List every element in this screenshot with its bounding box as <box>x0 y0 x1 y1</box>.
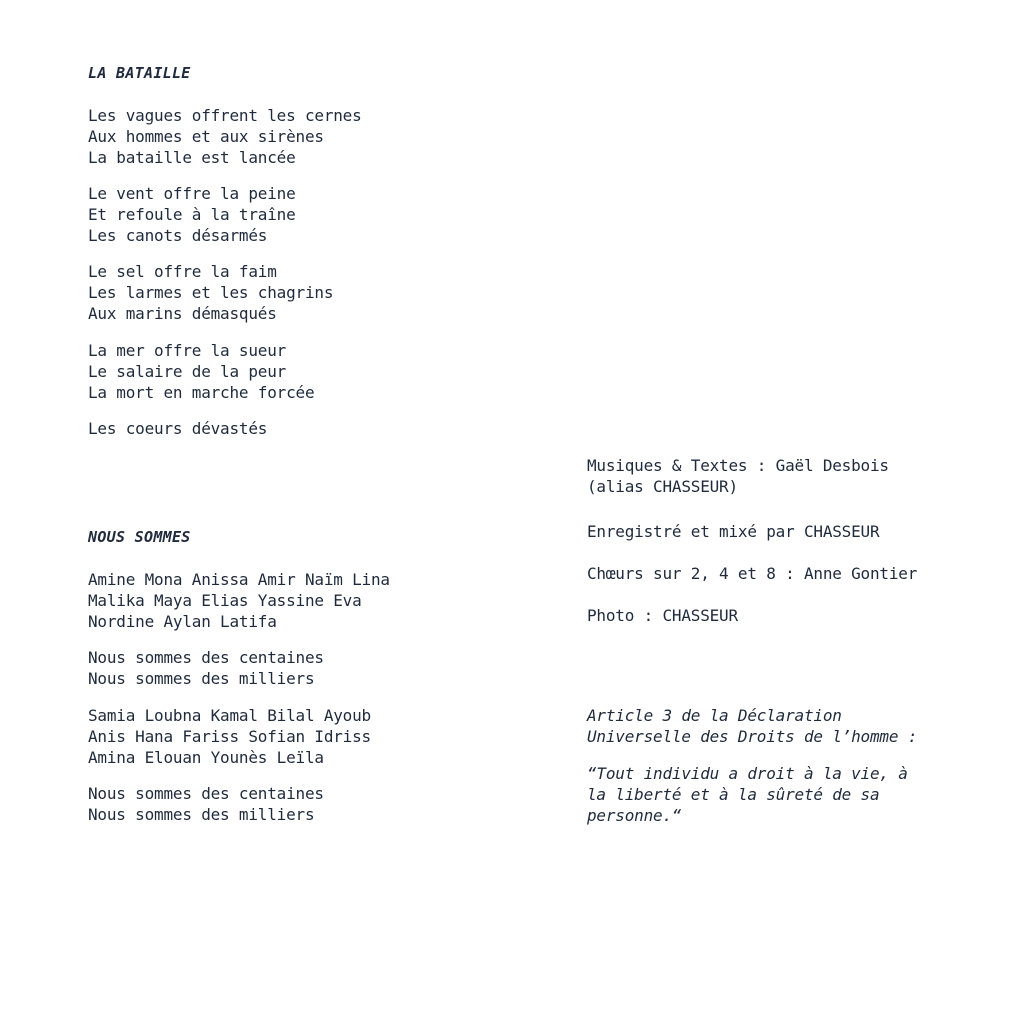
credit-music-lyrics: Musiques & Textes : Gaël Desbois (alias CHASSEUR) <box>587 456 889 496</box>
stanza: Les vagues offrent les cernes Aux hommes et aux sirènes La bataille est lancée <box>88 106 362 167</box>
stanza: Le sel offre la faim Les larmes et les chagrins Aux marins démasqués <box>88 262 334 323</box>
stanza: Le vent offre la peine Et refoule à la traîne Les canots désarmés <box>88 184 296 245</box>
stanza: Les coeurs dévastés <box>88 419 268 438</box>
credit-recording: Enregistré et mixé par CHASSEUR <box>587 522 880 541</box>
stanza: Nous sommes des centaines Nous sommes des milliers <box>88 648 324 688</box>
stanza: Nous sommes des centaines Nous sommes des milliers <box>88 784 324 824</box>
stanza: La mer offre la sueur Le salaire de la peur La mort en marche forcée <box>88 341 315 402</box>
stanza: Samia Loubna Kamal Bilal Ayoub Anis Hana Fariss Sofian Idriss Amina Elouan Younès Leïla <box>88 706 371 767</box>
article-heading: Article 3 de la Déclaration Universelle des Droits de l’homme : <box>587 706 918 746</box>
article-quote: “Tout individu a droit à la vie, à la liberté et à la sûreté de sa personne.“ <box>587 764 908 825</box>
song-title-nous-sommes: NOUS SOMMES <box>88 528 191 546</box>
stanza: Amine Mona Anissa Amir Naïm Lina Malika Maya Elias Yassine Eva Nordine Aylan Latifa <box>88 570 390 631</box>
song-title-la-bataille: LA BATAILLE <box>88 64 191 82</box>
credit-choirs: Chœurs sur 2, 4 et 8 : Anne Gontier <box>587 564 918 583</box>
credit-photo: Photo : CHASSEUR <box>587 606 738 625</box>
